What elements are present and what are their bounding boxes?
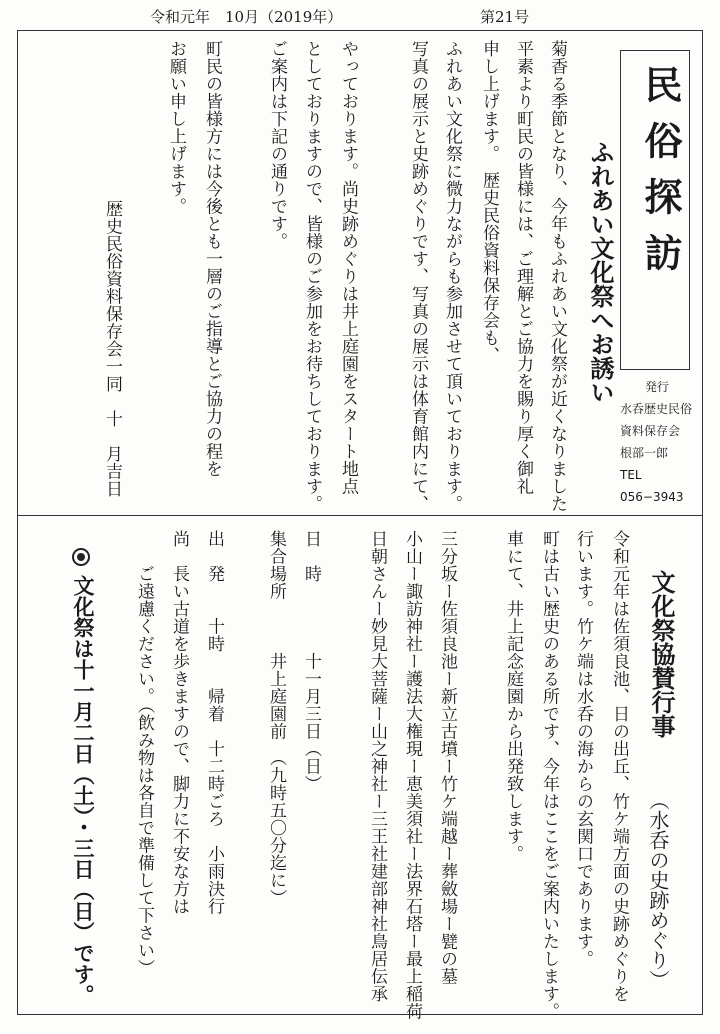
article2-departure: 出 発 十時 帰着 十二時ごろ 小雨決行 xyxy=(204,530,224,915)
article1-line: 平素より町民の皆様には、ご理解とご協力を賜り厚く御礼 xyxy=(513,40,533,495)
article1-line: やっております。尚史跡めぐりは井上庭園をスタート地点 xyxy=(338,40,358,495)
publisher-org-1: 水呑歴史民俗 xyxy=(620,402,693,416)
article1-line: 申し上げます。 歴史民俗資料保存会も、 xyxy=(479,40,499,364)
article2-line: 行います。竹ケ端は水呑の海からの玄関口であります。 xyxy=(573,530,593,968)
newsletter-title-box xyxy=(620,50,690,370)
publisher-label: 発行 xyxy=(645,380,670,394)
article2-subtitle: （水呑の史跡めぐり） xyxy=(646,790,670,990)
article1-line: としておりますので、皆様のご参加をお待ちしております。 xyxy=(302,40,322,513)
article2-meeting-place: 集合場所 井上庭園前 （九時五〇分迄に） xyxy=(266,530,286,907)
article2-title: 文化祭協賛行事 xyxy=(647,570,675,738)
article1-title: ふれあい文化祭へお誘い xyxy=(586,140,614,404)
article1-line: 写真の展示と史跡めぐりです、写真の展示は体育館内にて、 xyxy=(408,40,428,513)
bullet-icon xyxy=(72,548,90,566)
publisher-tel: 056−3943 xyxy=(620,490,684,504)
article1-line: ふれあい文化祭に微力ながらも参加させて頂いております。 xyxy=(442,40,462,513)
publisher-org-2: 資料保存会 xyxy=(620,424,681,438)
article1-line: ご案内は下記の通りです。 xyxy=(267,40,287,250)
article2-date: 日 時 十一月三日（日） xyxy=(301,530,321,793)
article1-signature: 歴史民俗資料保存会一同 十 月吉日 xyxy=(102,200,122,498)
article1-line: 町民の皆様方には今後とも一層のご指導とご協力の程を xyxy=(202,40,222,478)
festival-dates-notice: 文化祭は十一月二日（土）・三日（日）です。 xyxy=(71,575,95,1006)
header-date: 令和元年 10月（2019年） xyxy=(150,8,343,26)
article2-route-line: 三分坂ー佐須良池ー新立古墳ー竹ケ端越ー葬斂場ー甓の墓 xyxy=(437,530,457,985)
article2-route-line: 日朝さんー妙見大菩薩ー山之神社ー三王社建部神社鳥居伝承 xyxy=(367,530,387,1003)
article1-line: 菊香る季節となり、今年もふれあい文化祭が近くなりました xyxy=(547,40,567,513)
article2-line: 令和元年は佐須良池、日の出丘、竹ケ端方面の史跡めぐりを xyxy=(609,530,629,1003)
article2-route-line: 小山ー諏訪神社ー護法大権現ー恵美須社ー法界石塔ー最上稲荷 xyxy=(402,530,422,1020)
article2-line: 車にて、井上記念庭園から出発致します。 xyxy=(503,530,523,863)
publisher-person: 根部一郎 xyxy=(620,446,669,460)
header-issue: 第21号 xyxy=(480,8,530,26)
publisher-tel-label: TEL xyxy=(620,468,642,482)
article2-note: ご遠慮ください。（飲み物は各自で準備して下さい） xyxy=(134,530,154,977)
article1-line: お願い申し上げます。 xyxy=(166,40,186,215)
article2-line: 町は古い歴史のある所です、今年はここをご案内いたします。 xyxy=(539,530,559,1020)
article2-note: 尚 長い古道を歩きますので、脚力に不安な方は xyxy=(169,530,189,915)
newsletter-title: 民俗探訪 xyxy=(638,65,682,289)
section-divider xyxy=(17,515,703,516)
